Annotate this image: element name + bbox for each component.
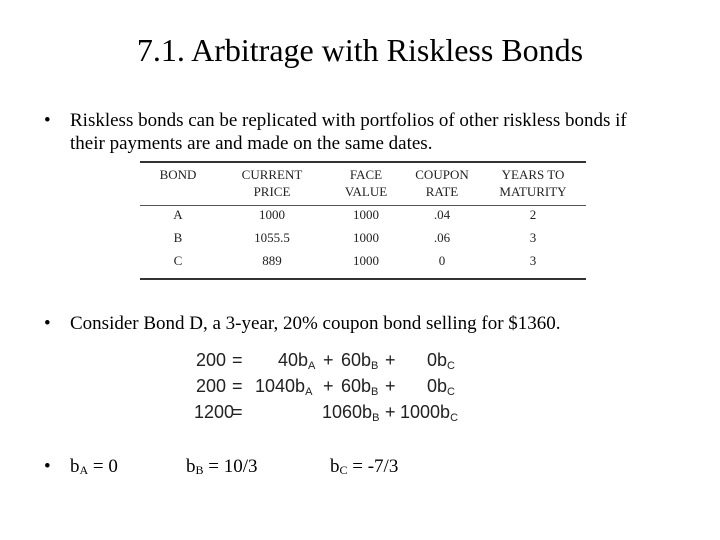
- cell-coupon: 0: [438, 253, 446, 268]
- eq-plus: +: [323, 350, 334, 370]
- eq-equals: =: [232, 402, 243, 422]
- cell-price: 889: [262, 253, 282, 268]
- eq-term-c: $0b_C$: [427, 350, 455, 372]
- bullet-bond-d: [44, 312, 684, 336]
- cell-years: 3: [529, 253, 537, 268]
- eq-plus: +: [385, 376, 396, 396]
- header-price: PRICE: [253, 184, 291, 199]
- header-current: CURRENT: [241, 167, 303, 182]
- cell-face: 1000: [353, 253, 379, 268]
- cell-years: 3: [529, 230, 537, 245]
- bullet-dot: •: [44, 110, 51, 131]
- solution-ba: $b_A = 0$: [70, 456, 118, 477]
- slide-title: 7.1. Arbitrage with Riskless Bonds: [136, 32, 584, 68]
- header-years-to: YEARS TO: [501, 167, 565, 182]
- eq-lhs: 200: [196, 350, 227, 370]
- bullet-text-line1: Riskless bonds can be replicated with portfolios of other riskless bonds if: [70, 110, 627, 131]
- cell-price: 1055.5: [254, 230, 290, 245]
- header-rule: [140, 205, 586, 206]
- eq-term-b: $1060b_B$: [322, 402, 380, 424]
- cell-bond: C: [173, 253, 183, 268]
- eq-term-a: $1040b_A$: [255, 376, 313, 398]
- solution-bc: $b_C = -7/3$: [330, 456, 399, 477]
- bullet-replication: [44, 109, 684, 157]
- eq-plus: +: [385, 402, 396, 422]
- eq-equals: =: [232, 350, 243, 370]
- cell-price: 1000: [259, 207, 285, 222]
- eq-plus: +: [323, 376, 334, 396]
- bullet-solution: [44, 455, 684, 479]
- bullet-text-line2: their payments are and made on the same dates.: [70, 133, 433, 154]
- header-value: VALUE: [344, 184, 388, 199]
- bullet-text: Consider Bond D, a 3-year, 20% coupon bond selling for $1360.: [70, 313, 561, 334]
- eq-term-a: $40b_A$: [278, 350, 316, 372]
- cell-bond: B: [173, 230, 183, 245]
- header-bond: BOND: [159, 167, 197, 182]
- eq-term-c: $0b_C$: [427, 376, 455, 398]
- eq-lhs: 1200: [194, 402, 235, 422]
- header-coupon: COUPON: [415, 167, 469, 182]
- cell-years: 2: [529, 207, 537, 222]
- eq-term-c: $1000b_C$: [400, 402, 459, 424]
- header-maturity: MATURITY: [499, 184, 567, 199]
- bond-table: [140, 161, 586, 280]
- eq-plus: +: [385, 350, 396, 370]
- cell-coupon: .06: [433, 230, 451, 245]
- bullet-dot: •: [44, 313, 51, 334]
- cell-face: 1000: [353, 207, 379, 222]
- eq-equals: =: [232, 376, 243, 396]
- cell-face: 1000: [353, 230, 379, 245]
- eq-term-b: $60b_B$: [341, 350, 379, 372]
- header-face: FACE: [349, 167, 383, 182]
- cell-bond: A: [173, 207, 183, 222]
- eq-lhs: 200: [196, 376, 227, 396]
- header-rate: RATE: [425, 184, 459, 199]
- bullet-dot: •: [44, 456, 51, 477]
- cell-coupon: .04: [433, 207, 451, 222]
- solution-bb: $b_B = 10/3$: [186, 456, 258, 477]
- eq-term-b: $60b_B$: [341, 376, 379, 398]
